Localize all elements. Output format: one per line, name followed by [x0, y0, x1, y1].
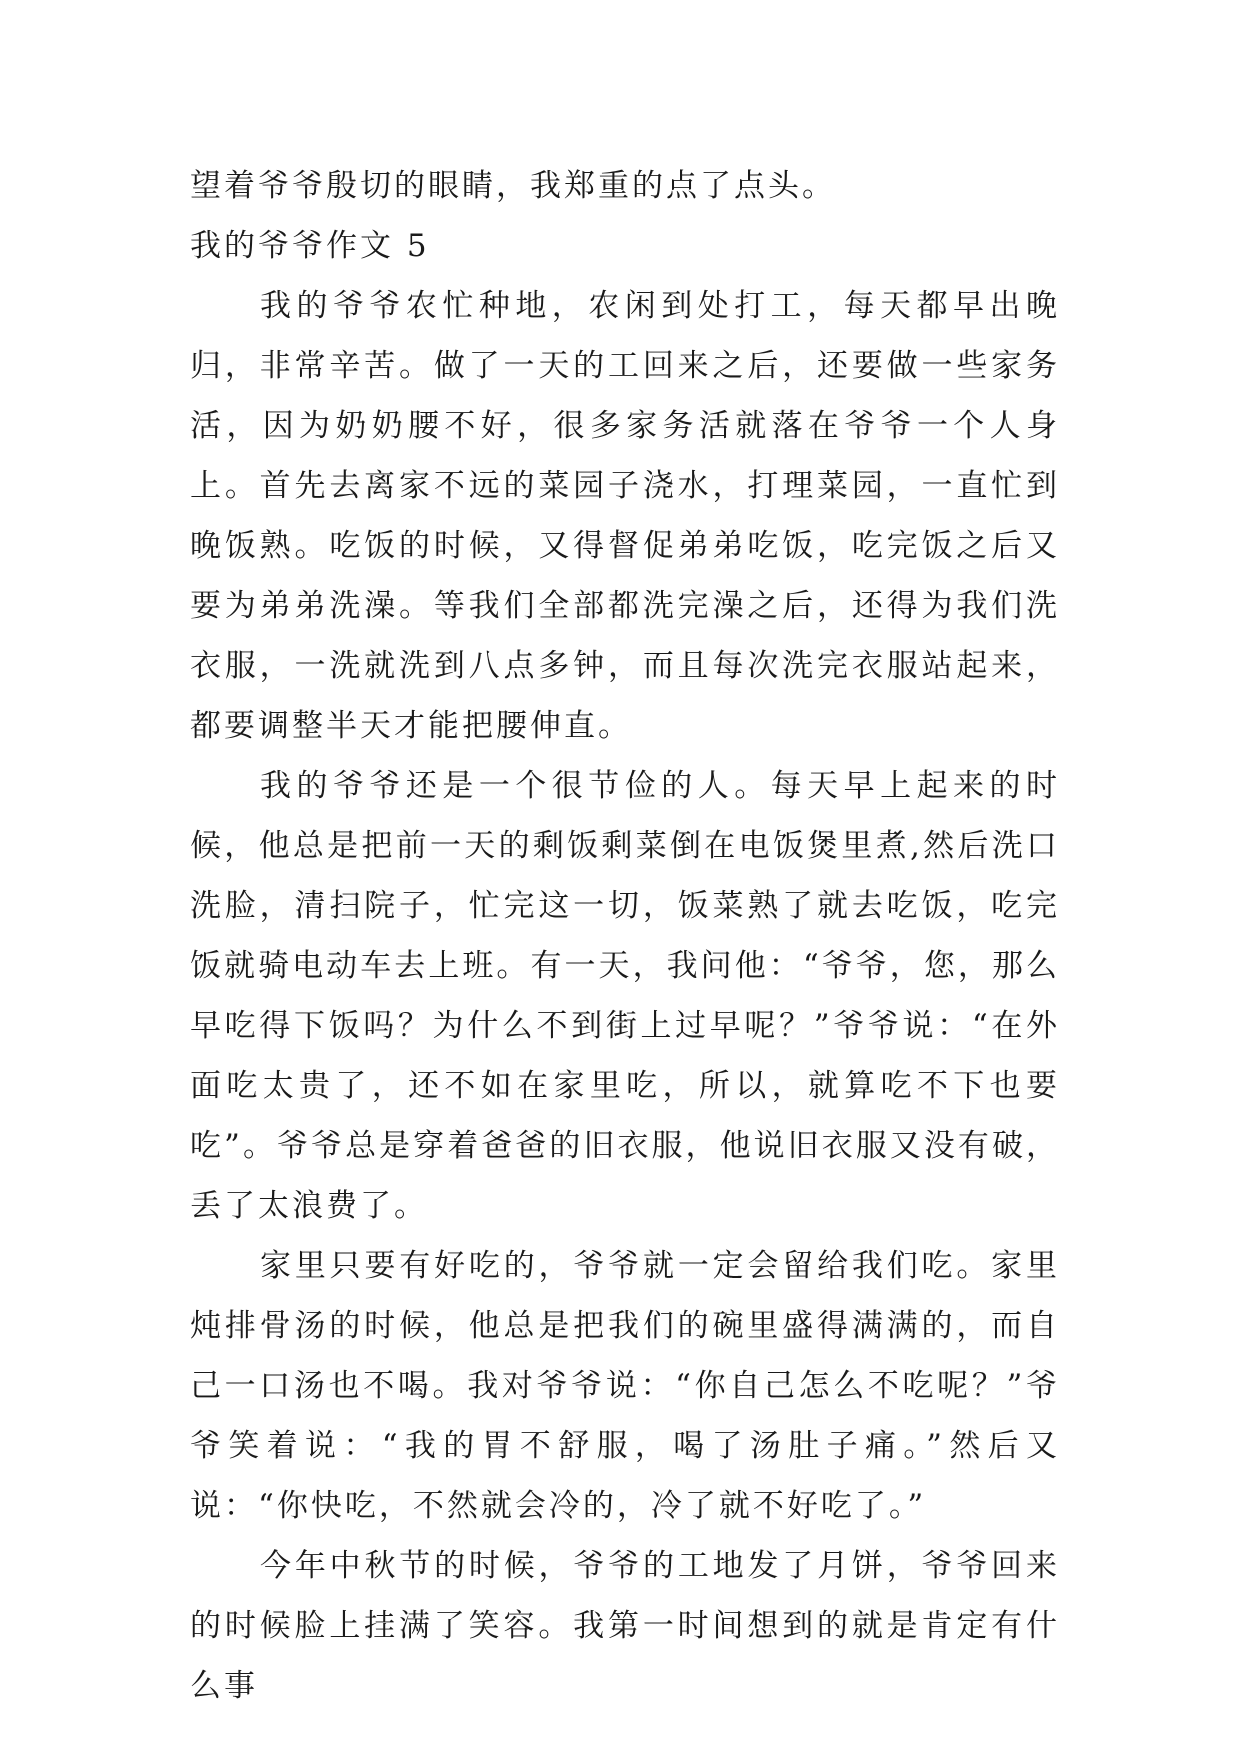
essay-heading: 我的爷爷作文 5	[190, 228, 430, 264]
essay-text	[190, 156, 1060, 1716]
lead-line: 望着爷爷殷切的眼睛，我郑重的点了点头。	[190, 168, 836, 204]
paragraph: 我的爷爷农忙种地，农闲到处打工，每天都早出晚归，非常辛苦。做了一天的工回来之后，还要做一些家务活，因为奶奶腰不好，很多家务活就落在爷爷一个人身上。首先去离家不远的菜园子浇水，打理菜园，一直忙到晚饭熟。吃饭的时候，又得督促弟弟吃饭，吃完饭之后又要为弟弟洗澡。等我们全部都洗完澡之后，还得为我们洗衣服，一洗就洗到八点多钟，而且每次洗完衣服站起来，都要调整半天才能把腰伸直。	[190, 288, 1060, 744]
paragraph: 今年中秋节的时候，爷爷的工地发了月饼，爷爷回来的时候脸上挂满了笑容。我第一时间想到的就是肯定有什么事	[190, 1548, 1060, 1704]
paragraph: 家里只要有好吃的，爷爷就一定会留给我们吃。家里炖排骨汤的时候，他总是把我们的碗里盛得满满的，而自己一口汤也不喝。我对爷爷说：“你自己怎么不吃呢？”爷爷笑着说：“我的胃不舒服，喝了汤肚子痛。”然后又说：“你快吃，不然就会冷的，冷了就不好吃了。”	[190, 1248, 1060, 1524]
paragraph: 我的爷爷还是一个很节俭的人。每天早上起来的时候，他总是把前一天的剩饭剩菜倒在电饭煲里煮,然后洗口洗脸，清扫院子，忙完这一切，饭菜熟了就去吃饭，吃完饭就骑电动车去上班。有一天，我问他：“爷爷，您，那么早吃得下饭吗？为什么不到街上过早呢？”爷爷说：“在外面吃太贵了，还不如在家里吃，所以，就算吃不下也要吃”。爷爷总是穿着爸爸的旧衣服，他说旧衣服又没有破，丢了太浪费了。	[190, 768, 1060, 1224]
